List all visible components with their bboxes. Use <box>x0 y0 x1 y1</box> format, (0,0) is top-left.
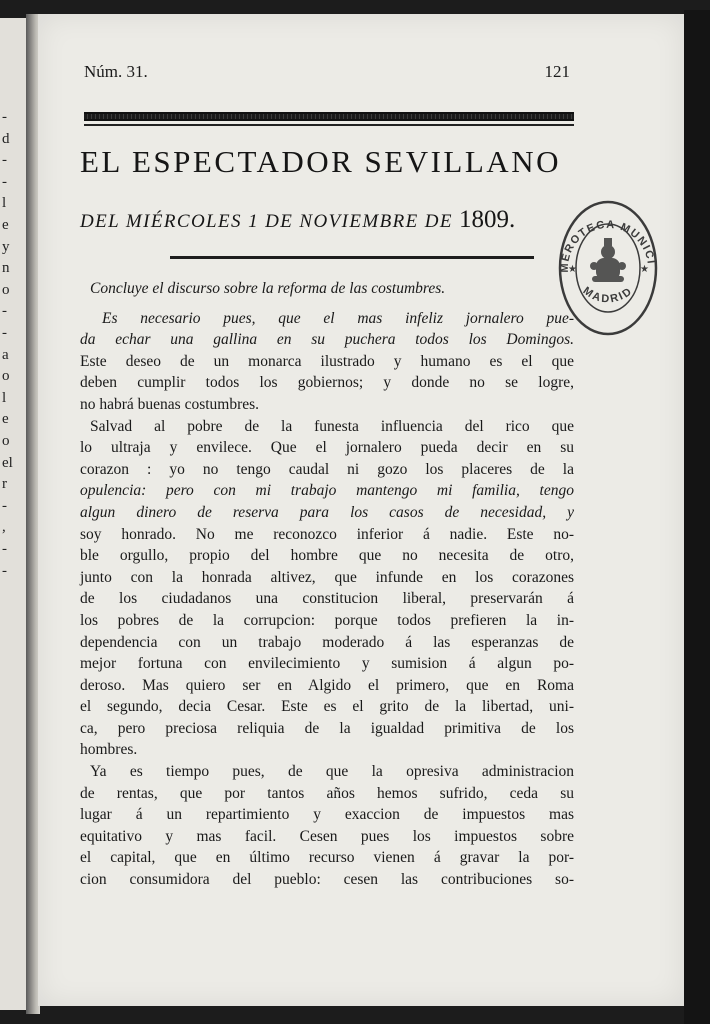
scan-border <box>684 10 710 1024</box>
article-line: junto con la honrada altivez, que infunde en los corazones <box>80 568 574 586</box>
article-line: el segundo, decia Cesar. Este es el grito de la libertad, uni- <box>80 698 574 716</box>
article-line: lugar á un repartimiento y exaccion de impuestos mas <box>80 806 574 824</box>
article-line: los pobres de la corrupcion: porque todos prefieren la in- <box>80 611 574 629</box>
previous-page-fragment: e <box>2 217 9 233</box>
previous-page-fragment: o <box>2 433 10 449</box>
article-line: lo ultraja y envilece. Que el jornalero pueda decir en su <box>80 439 574 457</box>
stamp-text-bottom: MADRID <box>580 284 636 306</box>
dateline-text: DEL MIÉRCOLES 1 DE NOVIEMBRE DE <box>80 211 453 232</box>
previous-page-fragment: l <box>2 389 7 406</box>
article-line: ca, pero preciosa reliquia de la igualdad primitiva de los <box>80 719 574 737</box>
previous-page-fragment: - <box>2 173 7 190</box>
article-line: de rentas, que por tantos años hemos sufrido, ceda su <box>80 784 574 802</box>
article-line: equitativo y mas facil. Cesen pues los impuestos sobre <box>80 827 574 845</box>
article-line: Es necesario pues, que el mas infeliz jornalero pue- <box>102 309 574 327</box>
article-line: dependencia con un trabajo moderado á las esperanzas de <box>80 633 574 651</box>
article-line: corazon : yo no tengo caudal ni gozo los placeres de la <box>80 460 574 478</box>
page-number: 121 <box>544 62 570 81</box>
article-line: cion consumidora del pueblo: cesen las contribuciones so- <box>80 871 574 889</box>
previous-page-fragment: - <box>2 303 7 320</box>
article-line: ble orgullo, propio del hombre que no necesita de otro, <box>80 547 574 565</box>
header-rule-ornamental <box>84 112 574 121</box>
dateline-year: 1809. <box>459 206 516 233</box>
header-rule-thin <box>84 124 574 126</box>
article-caption: Concluye el discurso sobre la reforma de las costumbres. <box>90 280 446 297</box>
previous-page-fragment: e <box>2 411 9 428</box>
page-header <box>84 62 572 86</box>
svg-text:★: ★ <box>640 264 649 275</box>
article-line: el capital, que en último recurso vienen á gravar la por- <box>80 849 574 867</box>
dateline <box>80 206 580 236</box>
previous-page-fragment: o <box>2 281 10 298</box>
previous-page-fragment: - <box>2 152 7 169</box>
svg-text:★: ★ <box>568 264 577 275</box>
article-line: no habrá buenas costumbres. <box>80 395 260 413</box>
article-line: Este deseo de un monarca ilustrado y humano es el que <box>80 352 574 370</box>
stamp-text-top: MEROTECA MUNICI <box>558 218 657 273</box>
article-line: mejor fortuna con envilecimiento y sumision á algun po- <box>80 655 574 673</box>
article-body <box>80 278 574 891</box>
dateline-rule <box>170 256 534 259</box>
article-line: deben cumplir todos los gobiernos; y donde no se logre, <box>80 374 574 392</box>
masthead-title: EL ESPECTADOR SEVILLANO <box>80 144 561 179</box>
article-line: opulencia: pero con mi trabajo mantengo mi familia, tengo <box>80 482 574 500</box>
previous-page-fragment: el <box>2 454 13 471</box>
previous-page-fragment: , <box>2 519 6 536</box>
article-line: hombres. <box>80 741 138 759</box>
article-line: Salvad al pobre de la funesta influencia del rico que <box>90 417 574 435</box>
previous-page-fragment: l <box>2 195 7 212</box>
previous-page-fragment: - <box>2 497 7 514</box>
previous-page-fragment: o <box>2 368 10 385</box>
article-line: Ya es tiempo pues, de que la opresiva administracion <box>90 763 574 781</box>
article-line: de los ciudadanos una constitucion liberal, preservarán á <box>80 590 574 608</box>
previous-page-fragment: - <box>2 541 7 557</box>
article-line: da echar una gallina en su puchera todos los Domingos. <box>80 331 574 349</box>
previous-page-fragment: - <box>2 325 7 341</box>
previous-page-fragment: - <box>2 109 7 125</box>
article-line: algun dinero de reserva para los casos de necesidad, y <box>80 503 574 521</box>
article-line: deroso. Mas quiero ser en Algido el primero, que en Roma <box>80 676 574 694</box>
previous-page-fragment: n <box>2 260 10 277</box>
previous-page-fragment: d <box>2 130 10 147</box>
previous-page-fragment: r <box>2 476 7 493</box>
previous-page-fragment: y <box>2 238 10 255</box>
issue-number: Núm. 31. <box>84 62 148 81</box>
previous-page-fragment: - <box>2 562 7 579</box>
article-line: soy honrado. No me reconozco inferior á nadie. Este no- <box>80 525 574 543</box>
previous-page-edge <box>0 18 28 1010</box>
previous-page-fragment: a <box>2 346 9 363</box>
